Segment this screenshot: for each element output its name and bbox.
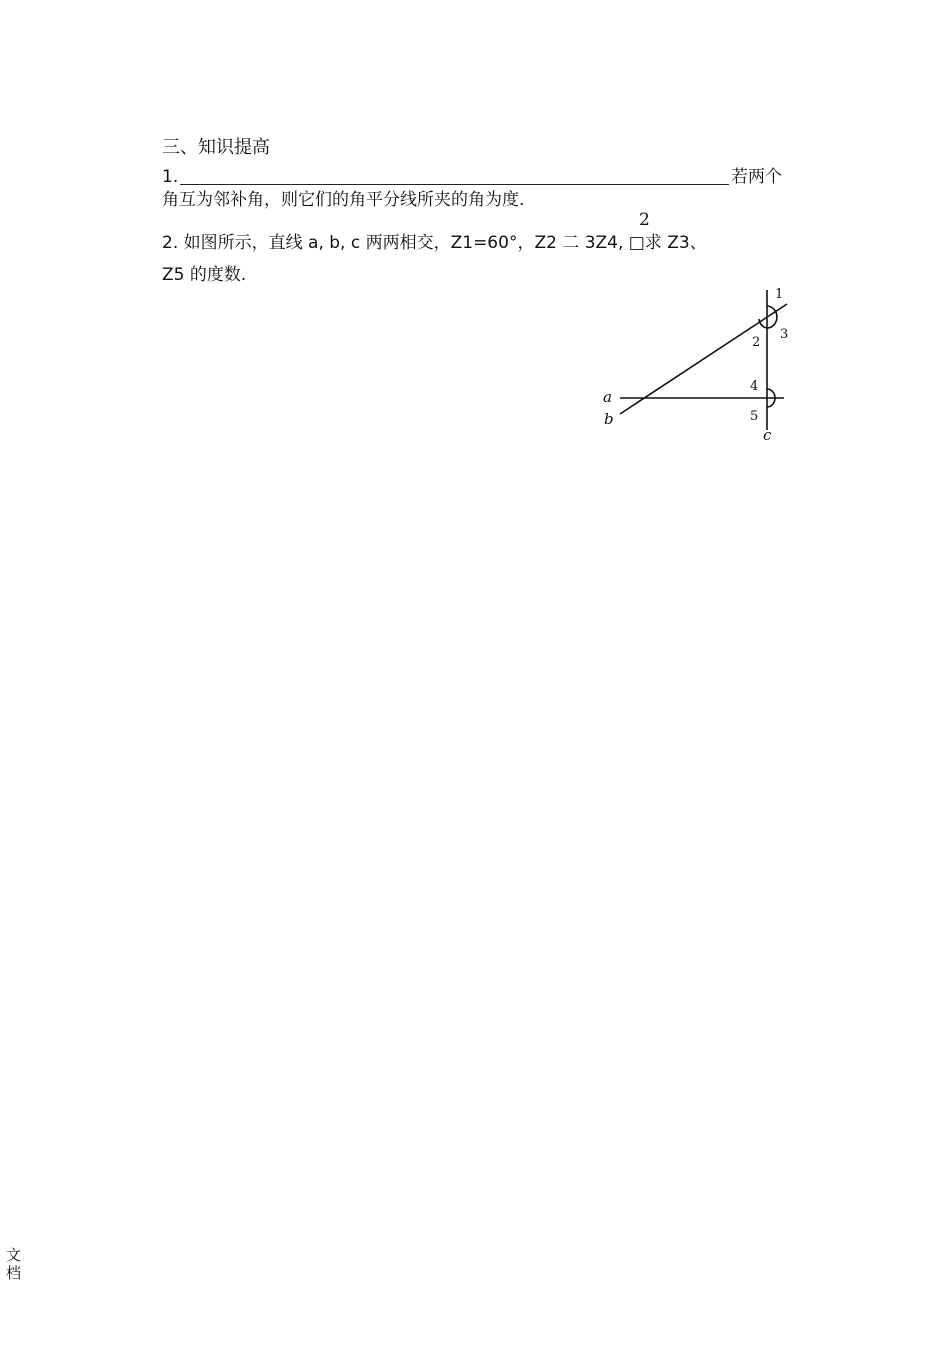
angle-label-3: 3 — [780, 327, 789, 342]
answer-blank — [180, 167, 729, 185]
angle-label-4: 4 — [750, 379, 759, 394]
question-1-line-2: 角互为邻补角，则它们的角平分线所夹的角为度. — [162, 190, 525, 210]
question-1-text-tail: 若两个 — [731, 167, 782, 187]
geometry-figure — [596, 284, 796, 444]
line-label-c: c — [763, 426, 772, 444]
question-2-line-2: Z5 的度数. — [162, 265, 247, 285]
line-label-b: b — [604, 410, 614, 428]
question-1-line-1 — [162, 166, 782, 188]
question-1-number: 1. — [162, 167, 179, 187]
angle-label-1: 1 — [775, 287, 784, 302]
angle-label-2: 2 — [752, 335, 761, 350]
line-label-a: a — [603, 388, 612, 406]
angle-label-5: 5 — [750, 409, 759, 424]
footer-text: 文档 — [6, 1246, 22, 1282]
section-heading: 三、知识提高 — [162, 137, 270, 158]
stray-number: 2 — [639, 210, 650, 230]
question-2-line-1: 2. 如图所示，直线 a, b, c 两两相交，Z1=60°，Z2 二 3Z4, □求 Z3、 — [162, 233, 707, 253]
